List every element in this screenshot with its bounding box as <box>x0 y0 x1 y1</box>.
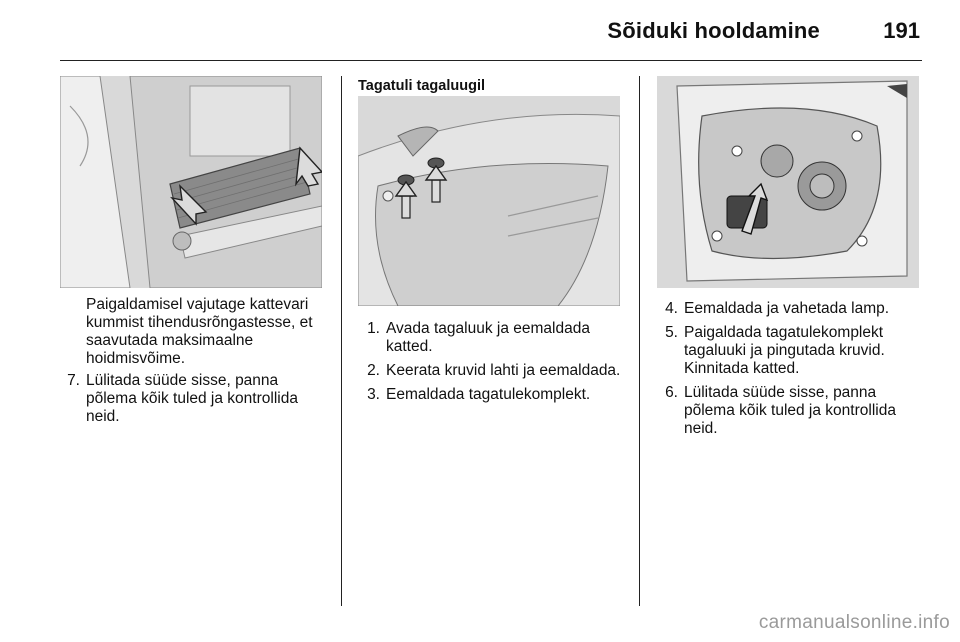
step-number: 3. <box>367 386 380 403</box>
text-line: Keerata kruvid lahti ja eemaldada. <box>386 362 621 379</box>
text-line: kummist tihendusrõngastesse, et <box>86 314 313 331</box>
text-line: Lülitada süüde sisse, panna <box>684 384 877 401</box>
text-line: neid. <box>684 420 718 437</box>
text-line: Kinnitada katted. <box>684 360 800 377</box>
column-divider-1 <box>341 76 342 606</box>
step-number: 7. <box>67 372 80 389</box>
page-number: 191 <box>883 18 920 43</box>
installation-note <box>86 296 313 368</box>
step-number: 1. <box>367 320 380 337</box>
tail-lamp-assembly-illustration <box>657 76 919 288</box>
text-line: Eemaldada tagatulekomplekt. <box>386 386 591 403</box>
figure-trunk-cover <box>60 76 322 288</box>
text-line: Lülitada süüde sisse, panna <box>86 372 279 389</box>
text-line: katted. <box>386 338 433 355</box>
text-line: neid. <box>86 408 120 425</box>
watermark: carmanualsonline.info <box>758 612 950 633</box>
text-line: hoidmisvõime. <box>86 350 186 367</box>
trunk-cover-illustration <box>60 76 322 288</box>
text-line: põlema kõik tuled ja kontrollida <box>86 390 298 407</box>
text-line: saavutada maksimaalne <box>86 332 254 349</box>
section-heading: Tagatuli tagaluugil <box>358 78 486 94</box>
text-line: põlema kõik tuled ja kontrollida <box>684 402 896 419</box>
text-line: Eemaldada ja vahetada lamp. <box>684 300 890 317</box>
text-line: Avada tagaluuk ja eemaldada <box>386 320 590 337</box>
header-divider <box>60 60 922 61</box>
step-number: 5. <box>665 324 678 341</box>
column-divider-2 <box>639 76 640 606</box>
figure-tail-lamp-assembly <box>657 76 919 288</box>
figure-tailgate-screws <box>358 96 620 306</box>
text-line: Paigaldamisel vajutage kattevari <box>86 296 309 313</box>
text-line: tagaluuki ja pingutada kruvid. <box>684 342 885 359</box>
tailgate-screws-illustration <box>358 96 620 306</box>
step-number: 2. <box>367 362 380 379</box>
step-number: 6. <box>665 384 678 401</box>
text-line: Paigaldada tagatulekomplekt <box>684 324 884 341</box>
step-number: 4. <box>665 300 678 317</box>
running-header-title: Sõiduki hooldamine <box>607 18 820 43</box>
